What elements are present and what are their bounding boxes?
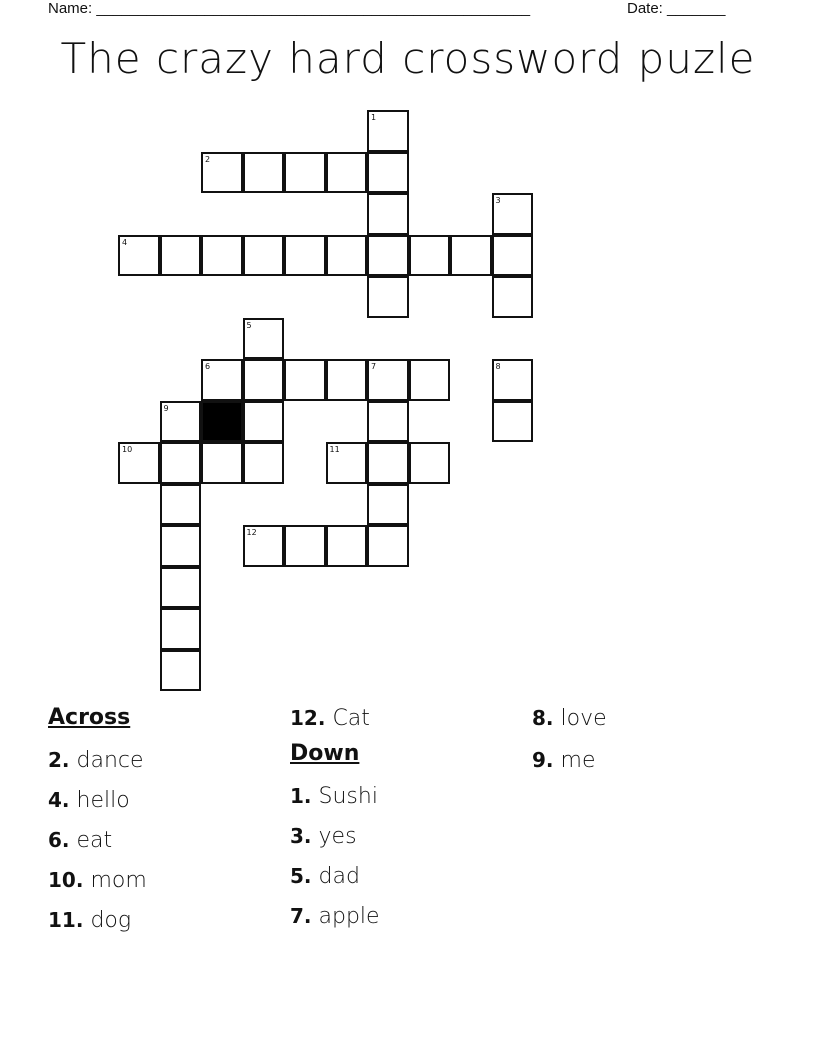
clue-number-label: 5 [246,320,252,330]
clue-text: Sushi [318,784,378,809]
grid-cell[interactable] [160,235,202,277]
clue-number: 12. [290,706,326,730]
clue-number: 1. [290,784,312,808]
clue-number: 10. [48,868,84,892]
down-heading: Down [290,741,360,766]
clue-number-label: 7 [371,362,377,371]
grid-cell[interactable] [201,152,243,194]
grid-cell[interactable] [160,401,202,443]
grid-cell[interactable] [367,525,409,567]
clue-text: dad [318,864,360,889]
clue-column-1 [48,704,147,940]
grid-cell[interactable] [367,442,409,484]
clue-text: me [560,748,596,773]
grid-cell[interactable] [243,442,285,484]
grid-cell[interactable] [367,110,409,152]
clue-number: 9. [532,748,554,772]
grid-cell[interactable] [243,235,285,277]
clue-text: hello [76,788,130,813]
clue-across-2 [48,740,147,780]
clue-text: apple [318,904,380,929]
grid-cell[interactable] [367,484,409,526]
clue-number-label: 2 [205,154,211,164]
grid-cell[interactable] [160,650,202,692]
grid-cell[interactable] [160,484,202,526]
grid-cell[interactable] [492,401,534,443]
black-cell [201,401,243,443]
clue-down-8 [532,704,607,740]
grid-cell[interactable] [326,152,368,194]
grid-cell[interactable] [492,359,534,401]
grid-cell[interactable] [492,193,534,235]
grid-cell[interactable] [326,442,368,484]
grid-cell[interactable] [367,152,409,194]
grid-cell[interactable] [367,235,409,277]
clue-text: Cat [332,706,370,731]
clue-number: 5. [290,864,312,888]
clue-down-9 [532,740,607,776]
clue-down-5 [290,856,380,896]
clue-across-12 [290,704,380,740]
clue-text: mom [90,868,147,893]
clue-text: love [560,706,607,731]
grid-cell[interactable] [284,152,326,194]
name-field[interactable]: Name: ____________________________________________________ [48,0,531,17]
clue-number-label: 10 [122,445,133,454]
clue-text: dog [90,908,132,933]
grid-cell[interactable] [367,401,409,443]
clue-number-label: 4 [122,237,128,247]
grid-cell[interactable] [243,152,285,194]
clue-number-label: 6 [205,362,211,371]
clue-number: 11. [48,908,84,932]
grid-cell[interactable] [243,359,285,401]
grid-cell[interactable] [326,235,368,277]
grid-cell[interactable] [492,276,534,318]
clue-number: 8. [532,706,554,730]
grid-cell[interactable] [450,235,492,277]
date-field[interactable]: Date: _______ [627,0,726,17]
grid-cell[interactable] [367,193,409,235]
grid-cell[interactable] [118,442,160,484]
grid-cell[interactable] [243,401,285,443]
clue-number-label: 9 [163,403,169,413]
clue-number: 4. [48,788,70,812]
clue-across-4 [48,780,147,820]
grid-cell[interactable] [243,525,285,567]
grid-cell[interactable] [201,235,243,277]
clue-text: dance [76,748,144,773]
clue-text: eat [76,828,113,853]
clue-number: 7. [290,904,312,928]
grid-cell[interactable] [409,359,451,401]
grid-cell[interactable] [118,235,160,277]
clue-number-label: 8 [495,362,501,371]
grid-cell[interactable] [284,235,326,277]
clue-down-7 [290,896,380,936]
grid-cell[interactable] [160,567,202,609]
across-heading: Across [48,705,131,730]
clue-across-6 [48,820,147,860]
grid-cell[interactable] [492,235,534,277]
clue-across-10 [48,860,147,900]
clue-down-1 [290,776,380,816]
grid-cell[interactable] [201,359,243,401]
clue-across-11 [48,900,147,940]
grid-cell[interactable] [326,525,368,567]
clue-number-label: 11 [329,445,340,454]
grid-cell[interactable] [243,318,285,360]
clue-number: 3. [290,824,312,848]
grid-cell[interactable] [160,525,202,567]
grid-cell[interactable] [284,525,326,567]
grid-cell[interactable] [201,442,243,484]
clue-number: 2. [48,748,70,772]
clue-number-label: 12 [246,528,257,537]
grid-cell[interactable] [367,276,409,318]
clue-number: 6. [48,828,70,852]
grid-cell[interactable] [284,359,326,401]
grid-cell[interactable] [367,359,409,401]
grid-cell[interactable] [409,442,451,484]
clue-number-label: 1 [371,113,377,122]
grid-cell[interactable] [160,442,202,484]
grid-cell[interactable] [326,359,368,401]
clue-column-3 [532,704,607,776]
clue-down-3 [290,816,380,856]
grid-cell[interactable] [409,235,451,277]
clue-number-label: 3 [495,196,501,205]
grid-cell[interactable] [160,608,202,650]
clue-text: yes [318,824,357,849]
page-title: The crazy hard crossword puzle [60,34,756,83]
clue-column-2 [290,704,380,936]
